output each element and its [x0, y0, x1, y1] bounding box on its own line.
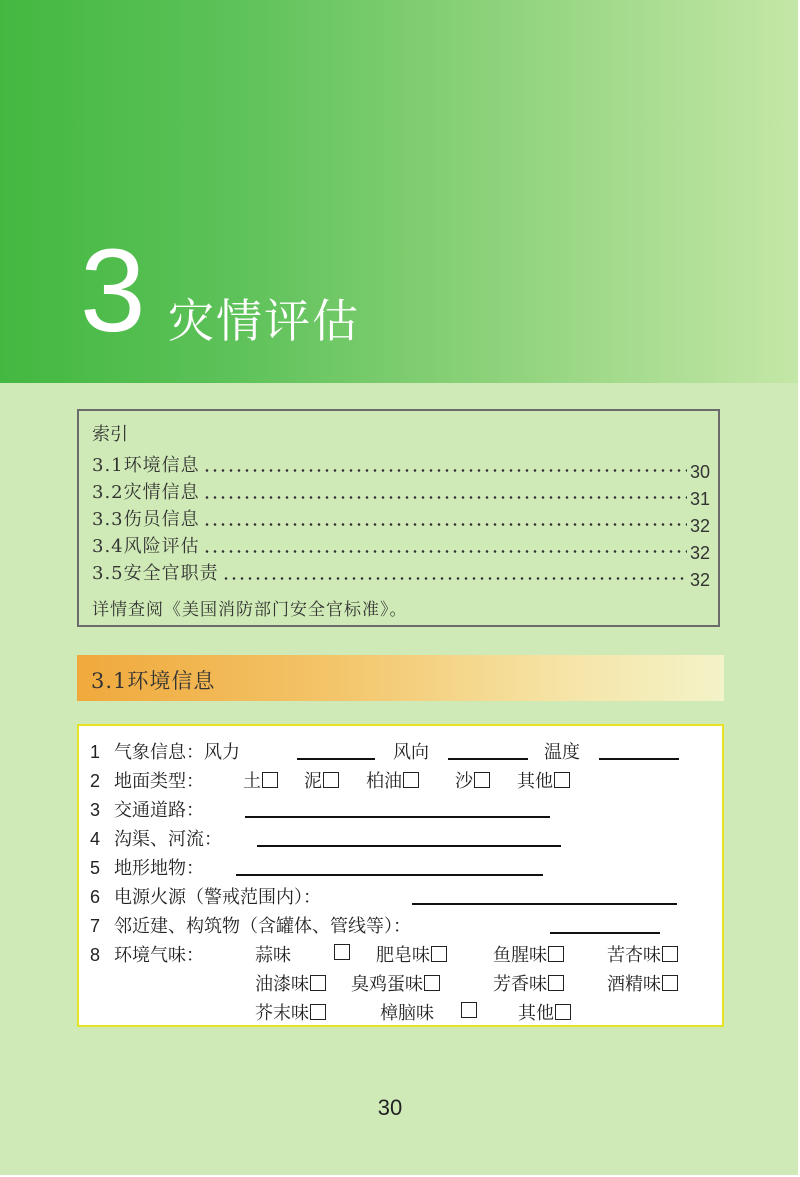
temperature-label: 温度	[544, 742, 580, 763]
odor-option[interactable]: 肥皂味	[376, 941, 447, 967]
form-line-power-fire	[90, 883, 321, 909]
ground-option-asphalt[interactable]: 柏油	[366, 767, 419, 793]
form-line-weather	[90, 738, 240, 764]
checkbox[interactable]	[334, 944, 350, 960]
toc-entry[interactable]	[92, 559, 710, 590]
index-note: 详情查阅《美国消防部门安全官标准》。	[92, 600, 408, 620]
checkbox[interactable]	[323, 772, 339, 788]
toc-label: 3.4风险评估	[92, 536, 200, 557]
form-line-ground	[90, 767, 204, 793]
checkbox[interactable]	[403, 772, 419, 788]
nearby-structures-field[interactable]	[550, 932, 660, 934]
toc-label: 3.3伤员信息	[92, 509, 200, 530]
form-line-roads	[90, 796, 204, 822]
form-line-odor	[90, 941, 204, 967]
checkbox[interactable]	[424, 975, 440, 991]
odor-option[interactable]: 蒜味	[255, 945, 291, 966]
toc-label: 3.1环境信息	[92, 455, 200, 476]
temperature-field[interactable]	[599, 758, 679, 760]
checkbox[interactable]	[474, 772, 490, 788]
section-header	[77, 655, 724, 701]
line-number: 1	[90, 742, 101, 762]
power-fire-field[interactable]	[412, 903, 677, 905]
toc-leader	[203, 496, 687, 499]
odor-option[interactable]: 臭鸡蛋味	[351, 970, 440, 996]
checkbox[interactable]	[554, 772, 570, 788]
checkbox[interactable]	[662, 975, 678, 991]
odor-option[interactable]: 樟脑味	[380, 1003, 434, 1024]
ground-option-sand[interactable]: 沙	[455, 767, 490, 793]
checkbox[interactable]	[461, 1002, 477, 1018]
line-number: 7	[90, 916, 101, 936]
toc-page: 31	[689, 489, 710, 509]
ground-option-mud[interactable]: 泥	[304, 767, 339, 793]
toc-label: 3.5安全官职责	[92, 563, 219, 584]
odor-option[interactable]: 油漆味	[255, 970, 326, 996]
line-number: 2	[90, 771, 101, 791]
odor-option[interactable]: 酒精味	[607, 970, 678, 996]
terrain-field[interactable]	[236, 874, 543, 876]
toc-entry[interactable]	[92, 451, 710, 482]
form-line-waterways	[90, 825, 222, 851]
checkbox[interactable]	[310, 975, 326, 991]
checkbox[interactable]	[310, 1004, 326, 1020]
line-number: 8	[90, 945, 101, 965]
line-label: 电源火源（警戒范围内）：	[114, 887, 321, 908]
chapter-number: 3	[80, 225, 146, 357]
toc-leader	[222, 577, 687, 580]
odor-option[interactable]: 芥末味	[255, 999, 326, 1025]
toc-page: 32	[689, 516, 710, 536]
chapter-title: 灾情评估	[168, 294, 360, 348]
wind-direction-field[interactable]	[448, 758, 528, 760]
wind-force-label: 风力	[204, 742, 240, 763]
line-label: 环境气味：	[114, 945, 204, 966]
line-label: 地面类型：	[114, 771, 204, 792]
waterways-field[interactable]	[257, 845, 561, 847]
checkbox[interactable]	[555, 1004, 571, 1020]
toc-page: 30	[689, 462, 710, 482]
line-label: 邻近建、构筑物（含罐体、管线等）：	[114, 916, 411, 937]
form-line-terrain	[90, 854, 204, 880]
line-label: 气象信息：	[114, 742, 204, 763]
checkbox[interactable]	[548, 946, 564, 962]
toc-label: 3.2灾情信息	[92, 482, 200, 503]
index-title: 索引	[92, 424, 128, 445]
checkbox[interactable]	[431, 946, 447, 962]
toc-page: 32	[689, 570, 710, 590]
odor-option[interactable]: 苦杏味	[607, 941, 678, 967]
line-label: 地形地物：	[114, 858, 204, 879]
chapter-header	[0, 0, 798, 383]
toc-page: 32	[689, 543, 710, 563]
toc-leader	[203, 469, 687, 472]
odor-option[interactable]: 鱼腥味	[493, 941, 564, 967]
form-line-nearby-structures	[90, 912, 411, 938]
toc-entry[interactable]	[92, 478, 710, 509]
index-box	[77, 409, 720, 627]
odor-option[interactable]: 芳香味	[493, 970, 564, 996]
toc-leader	[203, 550, 687, 553]
line-label: 交通道路：	[114, 800, 204, 821]
roads-field[interactable]	[245, 816, 550, 818]
ground-option-soil[interactable]: 土	[243, 767, 278, 793]
line-number: 6	[90, 887, 101, 907]
checkbox[interactable]	[262, 772, 278, 788]
environment-form	[77, 724, 724, 1027]
checkbox[interactable]	[548, 975, 564, 991]
line-number: 5	[90, 858, 101, 878]
wind-force-field[interactable]	[297, 758, 375, 760]
toc-leader	[203, 523, 687, 526]
line-number: 3	[90, 800, 101, 820]
ground-option-other[interactable]: 其他	[517, 767, 570, 793]
wind-direction-label: 风向	[393, 742, 429, 763]
toc-entry[interactable]	[92, 505, 710, 536]
page-number: 30	[377, 1095, 403, 1120]
line-number: 4	[90, 829, 101, 849]
odor-option[interactable]: 其他	[518, 999, 571, 1025]
toc-entry[interactable]	[92, 532, 710, 563]
line-label: 沟渠、河流：	[114, 829, 222, 850]
section-title: 3.1环境信息	[91, 669, 216, 693]
checkbox[interactable]	[662, 946, 678, 962]
